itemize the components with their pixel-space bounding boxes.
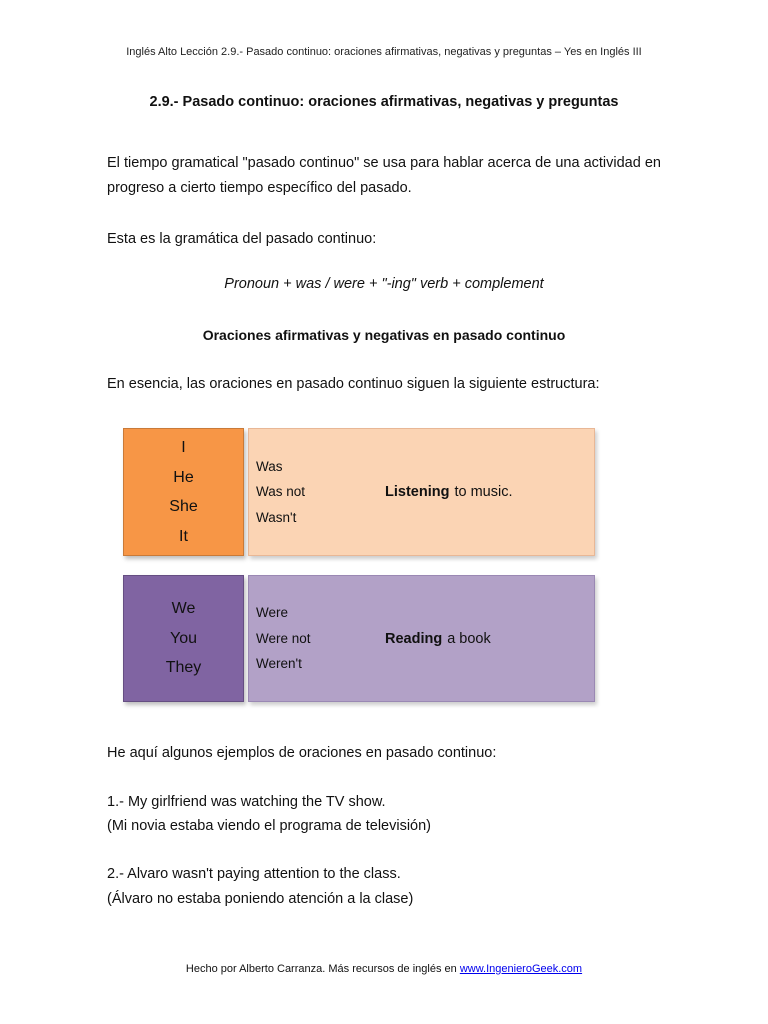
- footer-link[interactable]: www.IngenieroGeek.com: [459, 963, 583, 975]
- example-english: 2.- Alvaro wasn't paying attention to the class.: [107, 866, 401, 882]
- structure-row-singular: [123, 428, 595, 556]
- example-spanish: (Álvaro no estaba poniendo atención a la clase): [107, 891, 414, 907]
- intro-paragraph: El tiempo gramatical "pasado continuo" se usa para hablar acerca de una actividad en progreso a cierto tiempo específico del pasado.: [107, 155, 661, 196]
- pronoun: It: [179, 527, 188, 545]
- pronoun: We: [171, 600, 196, 618]
- page-header: Inglés Alto Lección 2.9.- Pasado continuo: oraciones afirmativas, negativas y preguntas – Yes en Inglés III: [126, 46, 642, 58]
- section-title: Oraciones afirmativas y negativas en pasado continuo: [202, 327, 566, 343]
- auxiliary: Wasn't: [256, 509, 297, 525]
- complement: a book: [447, 630, 491, 647]
- pronoun-cell: [123, 428, 244, 556]
- example-spanish: (Mi novia estaba viendo el programa de televisión): [107, 818, 432, 834]
- pronoun: I: [181, 439, 186, 456]
- auxiliary-list: [256, 576, 311, 701]
- verb-complement: [385, 429, 512, 555]
- pronoun: They: [165, 659, 202, 677]
- example-english: 1.- My girlfriend was watching the TV show.: [107, 794, 386, 810]
- page-footer: [0, 963, 768, 975]
- auxiliary: Was: [256, 458, 283, 474]
- auxiliary: Were: [256, 605, 289, 621]
- ing-verb: Listening: [385, 484, 450, 500]
- page-title: 2.9.- Pasado continuo: oraciones afirmativas, negativas y preguntas: [149, 94, 619, 110]
- examples-intro: He aquí algunos ejemplos de oraciones en pasado continuo:: [107, 745, 497, 761]
- pronoun: You: [170, 629, 197, 647]
- grammar-intro: Esta es la gramática del pasado continuo:: [107, 231, 377, 247]
- auxiliary-list: [256, 429, 305, 555]
- auxiliary: Weren't: [256, 656, 302, 672]
- footer-text: Hecho por Alberto Carranza. Más recursos de inglés en: [185, 963, 460, 975]
- pronoun: She: [169, 498, 198, 515]
- complement: to music.: [454, 484, 513, 500]
- grammar-formula: Pronoun + was / were + "-ing" verb + complement: [224, 276, 544, 292]
- auxiliary: Were not: [256, 630, 311, 646]
- pronoun: He: [173, 468, 194, 486]
- structure-intro: En esencia, las oraciones en pasado continuo siguen la siguiente estructura:: [107, 376, 600, 392]
- structure-row-plural: [123, 575, 595, 702]
- verb-complement: [385, 576, 491, 701]
- ing-verb: Reading: [385, 630, 443, 647]
- verb-cell: [248, 575, 595, 702]
- pronoun-cell: [123, 575, 244, 702]
- auxiliary: Was not: [256, 484, 306, 500]
- verb-cell: [248, 428, 595, 556]
